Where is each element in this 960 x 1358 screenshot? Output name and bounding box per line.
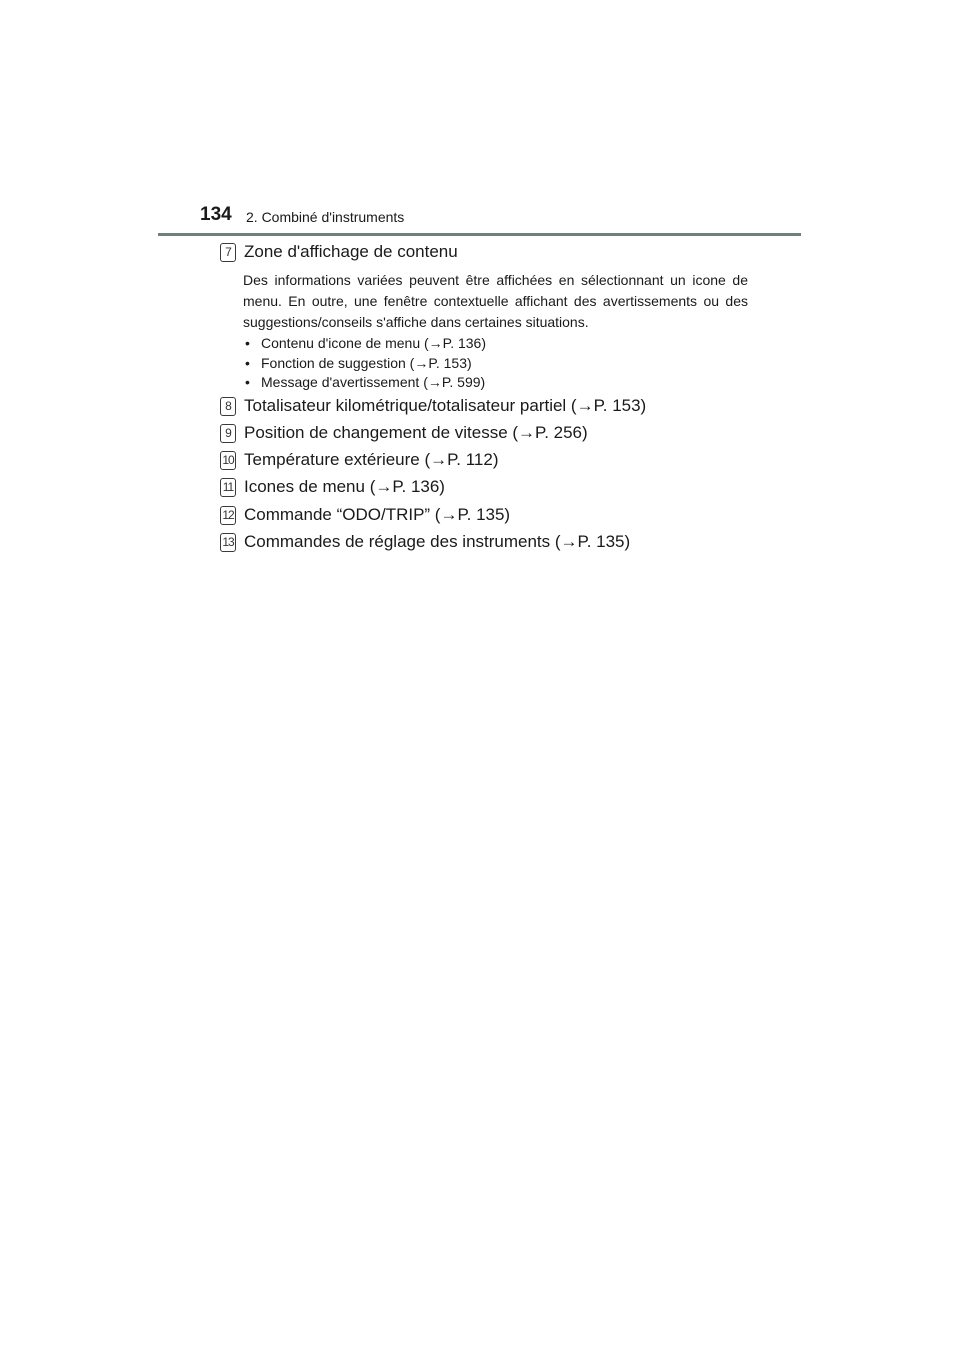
item-label: Zone d'affichage de contenu bbox=[244, 242, 458, 261]
page-header bbox=[0, 0, 960, 240]
bullet-text: Message d'avertissement (→P. 599) bbox=[261, 374, 486, 390]
item-number-badge: 12 bbox=[220, 506, 236, 525]
list-item-12 bbox=[220, 504, 780, 526]
list-item-11 bbox=[220, 476, 780, 498]
bullet-list bbox=[243, 334, 748, 393]
bullet-text: Fonction de suggestion (→P. 153) bbox=[261, 354, 472, 371]
list-item-13 bbox=[220, 531, 780, 553]
bullet-item bbox=[243, 334, 748, 354]
section-title: 2. Combiné d'instruments bbox=[246, 209, 405, 225]
item-description: Des informations variées peuvent être affichées en sélectionnant un icone de menu. En outre, une fenêtre contextuelle affichant des avertissements ou des suggestions/conseils s'affiche dans certaines situations. bbox=[243, 272, 748, 330]
item-label: Température extérieure (→P. 112) bbox=[244, 450, 499, 469]
item-label: Icones de menu (→P. 136) bbox=[244, 477, 445, 496]
item-number-badge: 9 bbox=[220, 424, 236, 443]
item-number-badge: 7 bbox=[220, 243, 236, 262]
item-label: Position de changement de vitesse (→P. 256) bbox=[244, 423, 588, 442]
item-label: Commandes de réglage des instruments (→P. 135) bbox=[244, 532, 631, 551]
list-item-7 bbox=[220, 241, 780, 263]
item-number-badge: 10 bbox=[220, 451, 236, 470]
bullet-item bbox=[243, 354, 748, 374]
item-number-badge: 11 bbox=[220, 478, 236, 497]
item-number-badge: 13 bbox=[220, 533, 236, 552]
page-number: 134 bbox=[200, 204, 232, 225]
bullet-dot: • bbox=[245, 374, 250, 390]
list-item-10 bbox=[220, 449, 780, 471]
item-label: Commande “ODO/TRIP” (→P. 135) bbox=[244, 505, 511, 524]
item-number-badge: 8 bbox=[220, 397, 236, 416]
bullet-dot: • bbox=[245, 354, 250, 371]
bullet-dot: • bbox=[245, 335, 250, 351]
list-item-9 bbox=[220, 422, 780, 444]
header-divider bbox=[158, 233, 801, 236]
bullet-text: Contenu d'icone de menu (→P. 136) bbox=[261, 335, 487, 351]
bullet-item bbox=[243, 373, 748, 393]
list-item-8 bbox=[220, 395, 780, 417]
item-label: Totalisateur kilométrique/totalisateur partiel (→P. 153) bbox=[244, 396, 647, 415]
